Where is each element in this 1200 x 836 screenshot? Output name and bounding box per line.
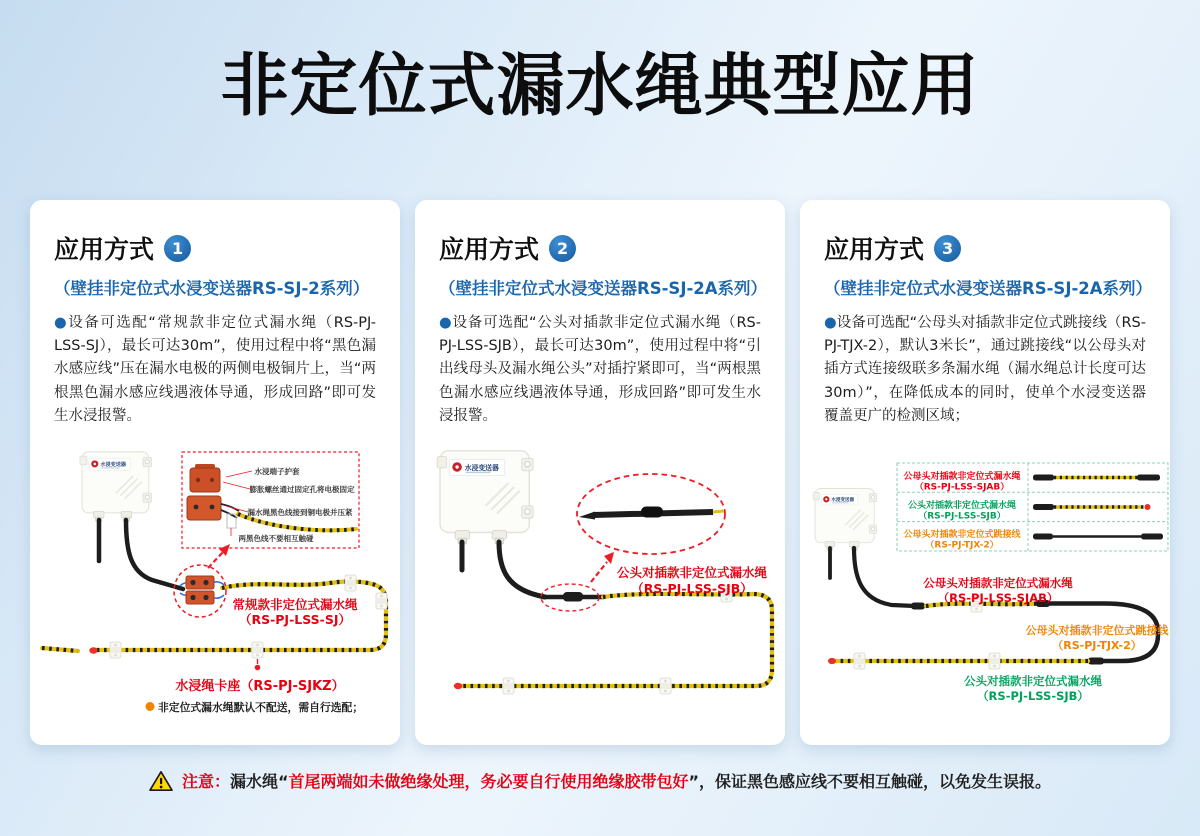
card1-subtitle: （壁挂非定位式水浸变送器RS-SJ-2系列） [54, 279, 370, 298]
card2-diagram [415, 430, 785, 740]
zoomed-connector [577, 474, 725, 554]
card3-number-badge: 3 [934, 235, 961, 262]
bullet-icon: ● [824, 315, 837, 331]
card1-heading [54, 230, 376, 266]
clip-label: 水浸绳卡座（RS-PJ-SJKZ） [175, 679, 345, 694]
callout-label-1: 水浸端子护套 [254, 467, 300, 476]
card1-callout-box [182, 452, 359, 548]
rope-label-line1: 公头对插款非定位式漏水绳 [616, 565, 768, 580]
card1-number-badge: 1 [164, 235, 191, 262]
legend3-line1: 公母头对插款非定位式跳接线 [903, 530, 1021, 540]
bullet-icon: ● [439, 315, 453, 331]
bullet-icon: ● [54, 315, 69, 331]
rope-end-tip [828, 658, 836, 664]
card2-heading [439, 230, 761, 266]
zoom-arrow [591, 552, 614, 582]
rope-end-tip [454, 683, 462, 689]
sensor-cable [499, 542, 545, 597]
card3-diagram [800, 430, 1170, 740]
rope-type-legend [897, 463, 1168, 551]
sensor-cable [854, 548, 915, 606]
legend2-line1: 公头对插款非定位式漏水绳 [907, 501, 1017, 511]
card2-heading-text: 应用方式 [439, 235, 540, 264]
application-card-1 [30, 200, 400, 745]
card1-heading-text: 应用方式 [54, 235, 155, 264]
rope-label-line2: （RS-PJ-LSS-SJB） [631, 581, 753, 596]
male-plug-connector [543, 592, 603, 602]
legend1-line1: 公母头对插款非定位式漏水绳 [903, 472, 1021, 482]
sjb-rope [828, 658, 1104, 665]
card3-subtitle: （壁挂非定位式水浸变送器RS-SJ-2A系列） [824, 279, 1153, 298]
tjx-label-line1: 公母头对插款非定位式跳接线 [1025, 624, 1169, 637]
rope-end-tip [89, 647, 97, 653]
card1-note: 非定位式漏水绳默认不配送，需自行选配； [158, 701, 364, 714]
rope-label-line1: 常规款非定位式漏水绳 [232, 597, 358, 612]
legend3-line2: （RS-PJ-TJX-2） [925, 540, 999, 551]
rope-label-line2: （RS-PJ-LSS-SJ） [238, 612, 352, 627]
application-card-2 [415, 200, 785, 745]
sensor-cable [126, 520, 183, 589]
warning-note [0, 769, 1200, 792]
sjab-label-line2: （RS-PJ-LSS-SJAB） [937, 591, 1059, 605]
card3-body: ●设备可选配“公母头对插款非定位式跳接线（RS-PJ-TJX-2），默认3米长”，通过跳接线“以公母头对插方式连接级联多条漏水绳（漏水绳总计长度可达30m）”，在降低成本的同时，使单个水浸变送器覆盖更广的检测区域； [824, 315, 1146, 424]
sjab-label-line1: 公母头对插款非定位式漏水绳 [923, 576, 1073, 590]
card3-heading [824, 230, 1146, 266]
callout-label-3: 漏水绳黑色线接到铜电极并压紧 [247, 508, 353, 517]
card2-subtitle: （壁挂非定位式水浸变送器RS-SJ-2A系列） [439, 279, 768, 298]
leak-rope [454, 594, 772, 689]
warning-prefix: 注意： [181, 772, 230, 791]
sjb-label-line2: （RS-PJ-LSS-SJB） [977, 689, 1089, 703]
callout-label-2: 膨胀螺丝通过固定孔将电极固定 [249, 485, 355, 494]
application-card-3 [800, 200, 1170, 745]
warning-icon [149, 770, 173, 792]
page-title: 非定位式漏水绳典型应用 [220, 46, 980, 126]
callout-label-4: 两黑色线不要相互触碰 [238, 534, 314, 543]
card2-number-badge: 2 [549, 235, 576, 262]
application-cards [0, 200, 1200, 745]
card1-diagram [30, 430, 400, 740]
card2-body: ●设备可选配“公头对插款非定位式漏水绳（RS-PJ-LSS-SJB），最长可达30m”，使用过程中将“引出线母头及漏水绳公头”对插拧紧即可，当“两根黑色漏水感应线遇液体导通，形成回路”即可发生水浸报警。 [439, 315, 761, 424]
legend1-line2: （RS-PJ-LSS-SJAB） [914, 482, 1010, 493]
card3-heading-text: 应用方式 [824, 235, 925, 264]
clip-leader-dot [255, 665, 261, 671]
tjx-label-line2: （RS-PJ-TJX-2） [1052, 639, 1142, 652]
card1-body: ●设备可选配“常规款非定位式漏水绳（RS-PJ-LSS-SJ），最长可达30m”，使用过程中将“黑色漏水感应线”压在漏水电极的两侧电极铜片上，当“两根黑色漏水感应线遇液体导通，形成回路”即可发生水浸报警。 [54, 315, 376, 424]
electrode-terminal [180, 576, 224, 604]
warning-text: 注意：漏水绳“首尾两端如未做绝缘处理，务必要自行使用绝缘胶带包好”，保证黑色感应线不要相互触碰，以免发生误报。 [181, 772, 1052, 791]
legend2-line2: （RS-PJ-LSS-SJB） [918, 511, 1006, 522]
note-bullet-icon [146, 702, 155, 711]
sjb-label-line1: 公头对插款非定位式漏水绳 [964, 674, 1102, 688]
